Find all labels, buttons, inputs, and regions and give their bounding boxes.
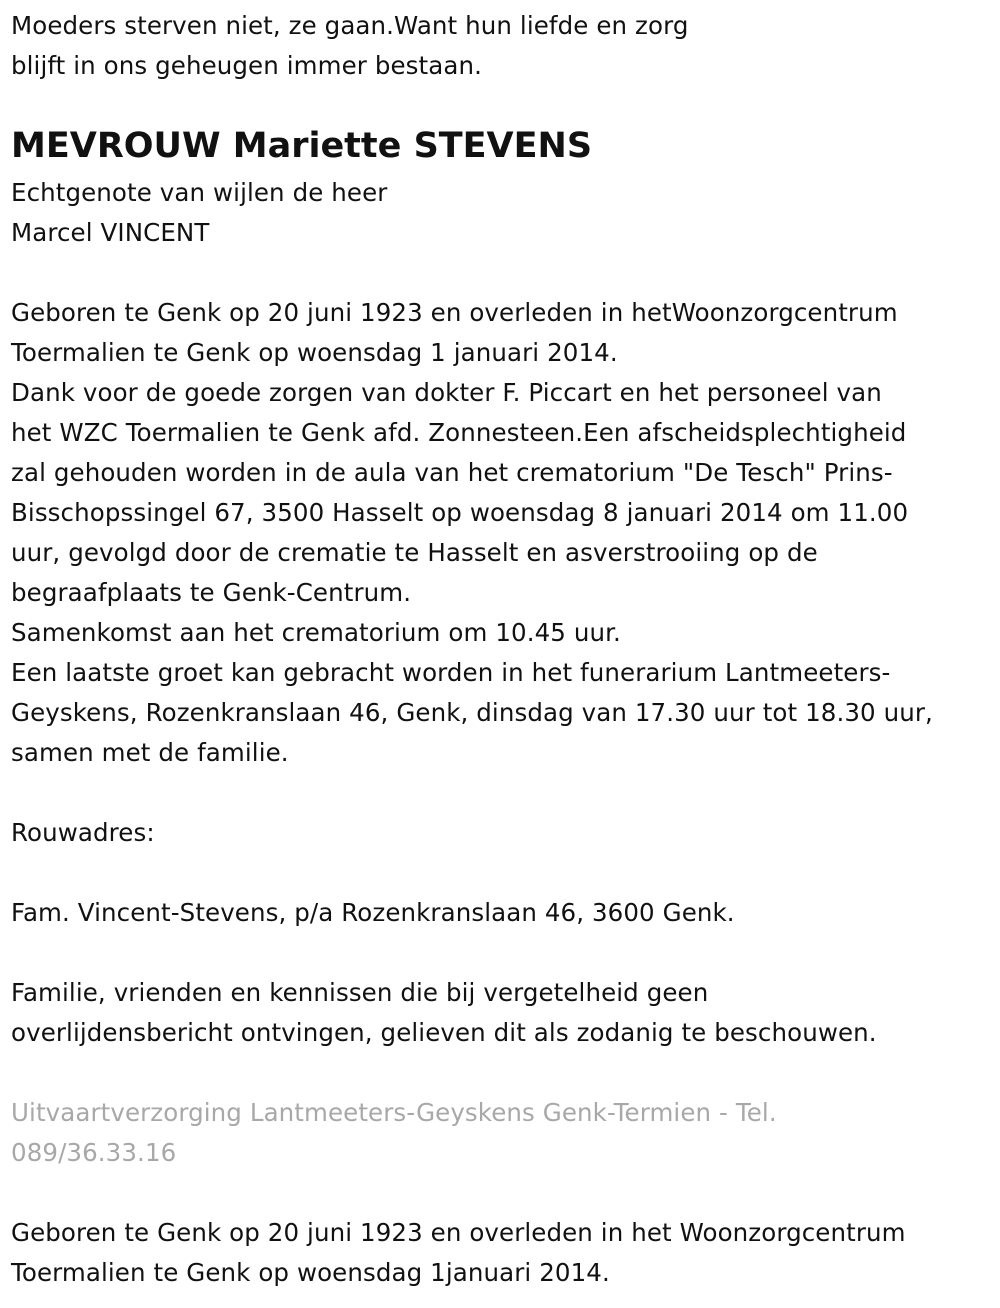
main-text-line: begraafplaats te Genk-Centrum.	[11, 578, 412, 607]
main-text-line: Geboren te Genk op 20 juni 1923 en overleden in hetWoonzorgcentrum	[11, 298, 898, 327]
notice-block	[11, 973, 877, 1053]
spouse-line: Echtgenote van wijlen de heer	[11, 178, 388, 207]
main-text-line: Toermalien te Genk op woensdag 1 januari 2014.	[11, 338, 618, 367]
main-text-line: Een laatste groet kan gebracht worden in het funerarium Lantmeeters-	[11, 658, 891, 687]
repeat-text-line: Toermalien te Genk op woensdag 1januari 2014.	[11, 1258, 610, 1287]
undertaker-block	[11, 1093, 777, 1173]
main-text-line: uur, gevolgd door de crematie te Hasselt en asverstrooiing op de	[11, 538, 818, 567]
spouse-line: Marcel VINCENT	[11, 218, 210, 247]
spouse-block	[11, 173, 387, 253]
main-text-line: Dank voor de goede zorgen van dokter F. Piccart en het personeel van	[11, 378, 882, 407]
notice-line: overlijdensbericht ontvingen, gelieven dit als zodanig te beschouwen.	[11, 1018, 877, 1047]
main-text-line: Geyskens, Rozenkranslaan 46, Genk, dinsdag van 17.30 uur tot 18.30 uur,	[11, 698, 933, 727]
mourning-label: Rouwadres:	[11, 818, 155, 847]
motto-line: blijft in ons geheugen immer bestaan.	[11, 51, 482, 80]
notice-line: Familie, vrienden en kennissen die bij vergetelheid geen	[11, 978, 709, 1007]
main-text-line: Bisschopssingel 67, 3500 Hasselt op woensdag 8 januari 2014 om 11.00	[11, 498, 909, 527]
repeat-text-block	[11, 1213, 906, 1293]
undertaker-line: Uitvaartverzorging Lantmeeters-Geyskens Genk-Termien - Tel.	[11, 1098, 777, 1127]
motto-line: Moeders sterven niet, ze gaan.Want hun liefde en zorg	[11, 11, 689, 40]
main-text-line: samen met de familie.	[11, 738, 289, 767]
deceased-name: MEVROUW Mariette STEVENS	[11, 126, 593, 166]
motto-block	[11, 6, 688, 86]
name-block	[11, 124, 592, 168]
undertaker-line: 089/36.33.16	[11, 1138, 177, 1167]
mourning-address: Fam. Vincent-Stevens, p/a Rozenkranslaan 46, 3600 Genk.	[11, 898, 735, 927]
mourning-address-block	[11, 893, 735, 933]
main-text-line: Samenkomst aan het crematorium om 10.45 uur.	[11, 618, 621, 647]
mourning-label-block	[11, 813, 155, 853]
main-text-line: zal gehouden worden in de aula van het crematorium "De Tesch" Prins-	[11, 458, 893, 487]
main-text-line: het WZC Toermalien te Genk afd. Zonnesteen.Een afscheidsplechtigheid	[11, 418, 907, 447]
repeat-text-line: Geboren te Genk op 20 juni 1923 en overleden in het Woonzorgcentrum	[11, 1218, 906, 1247]
main-text-block	[11, 293, 933, 773]
